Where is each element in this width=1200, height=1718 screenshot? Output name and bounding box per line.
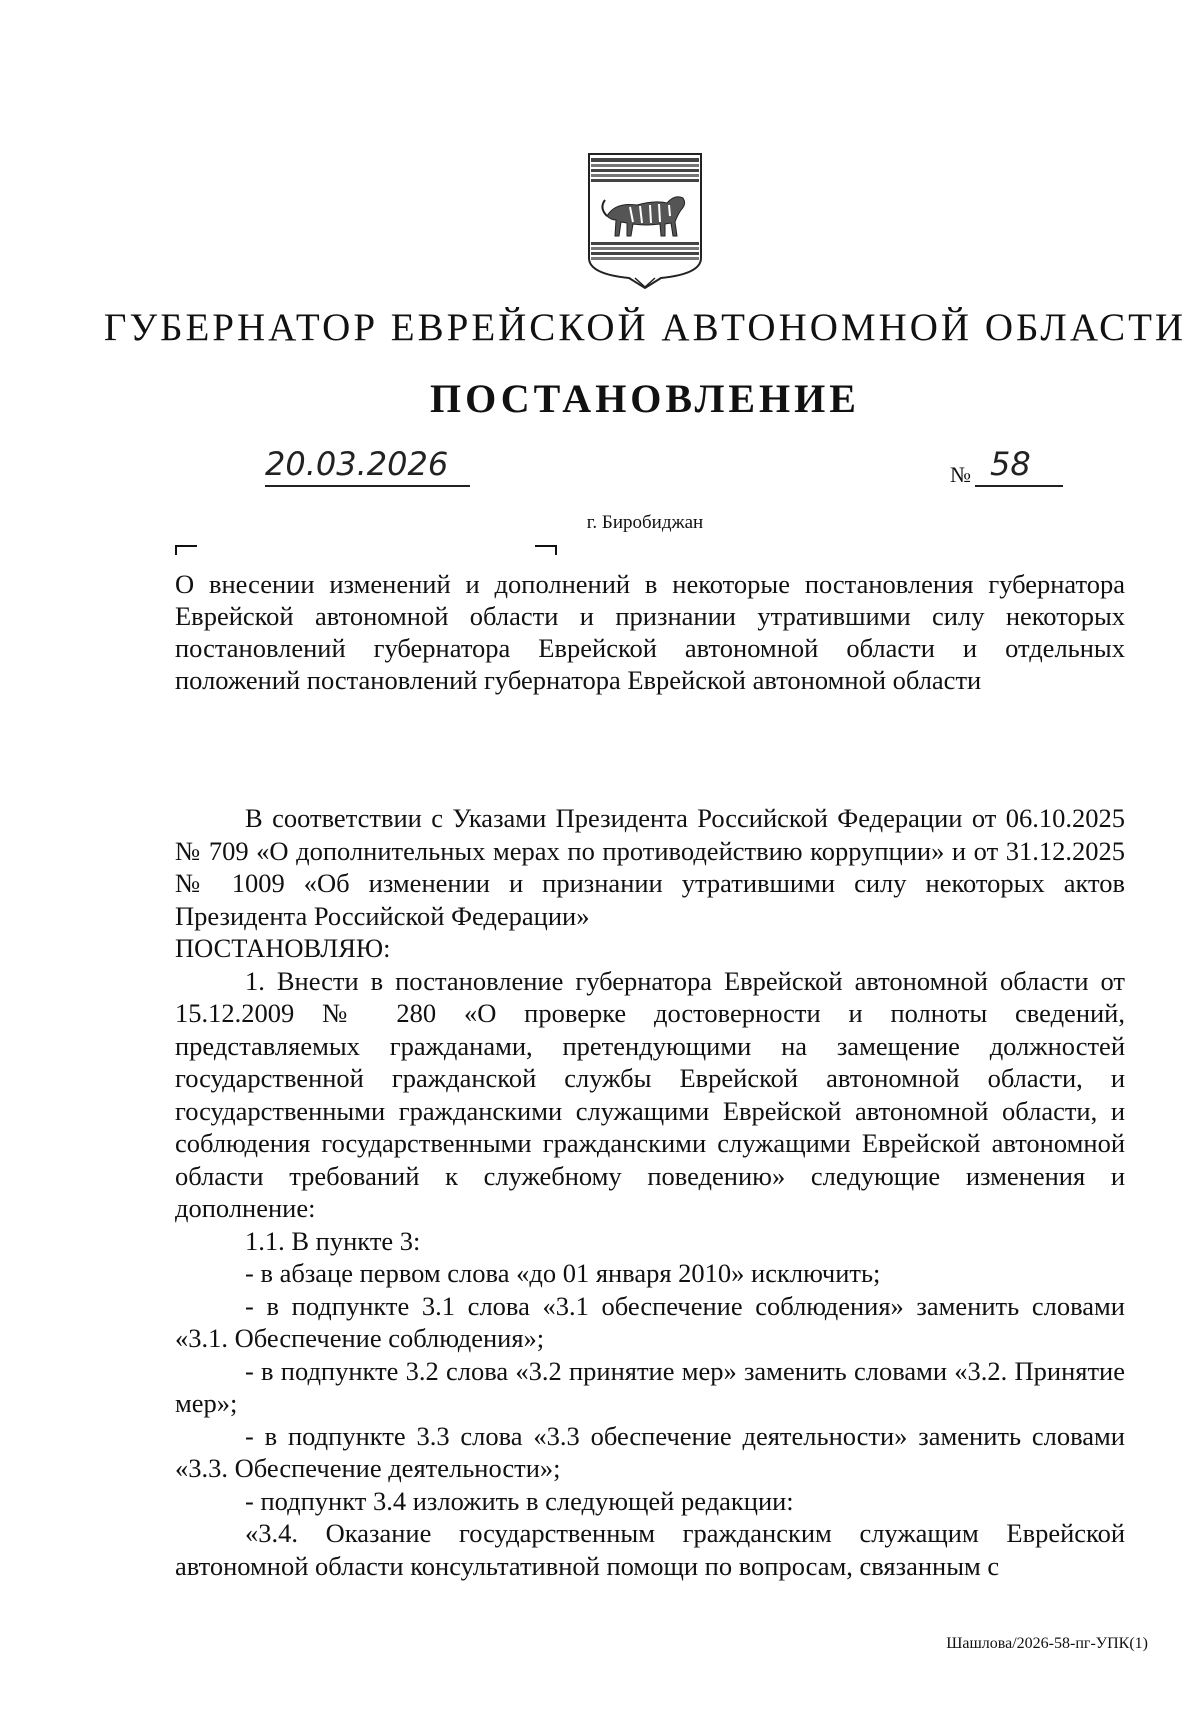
preamble-paragraph: В соответствии с Указами Президента Российской Федерации от 06.10.2025 № 709 «О дополнительных мерах по противодействию коррупции» и от 31.12.2025 № 1009 «Об изменении и признании утратившими силу некоторых актов Президента Российской Федерации» [175, 803, 1125, 931]
document-date-field [265, 445, 470, 487]
paragraph-1: 1. Внести в постановление губернатора Еврейской автономной области от 15.12.2009 № 280 «О проверке достоверности и полноты сведений, представляемых гражданами, претендующими на замещение должностей государственной гражданской службы Еврейской автономной области, и государственными гражданскими служащими Еврейской автономной области, и соблюдения государственными гражданскими служащими Еврейской автономной области требований к служебному поведению» следующие изменения и дополнение: [175, 965, 1125, 1223]
resolve-line: ПОСТАНОВЛЯЮ: [175, 933, 391, 963]
paragraph-1-1-f: «3.4. Оказание государственным гражданским служащим Еврейской автономной области консультативной помощи по вопросам, связанным с [175, 1518, 1125, 1581]
paragraph-1-1-d: - в подпункте 3.3 слова «3.3 обеспечение деятельности» заменить словами «3.3. Обеспечение деятельности»; [175, 1420, 1125, 1483]
document-date: 20.03.2026 [265, 445, 449, 483]
paragraph-1-1-a: - в абзаце первом слова «до 01 января 2010» исключить; [245, 1258, 881, 1288]
paragraph-1-1-b: - в подпункте 3.1 слова «3.1 обеспечение соблюдения» заменить словами «3.1. Обеспечение соблюдения»; [175, 1290, 1125, 1353]
coat-of-arms-icon [585, 150, 705, 290]
paragraph-1-1: 1.1. В пункте 3: [245, 1225, 421, 1256]
footer-registration-code: Шашлова/2026-58-пг-УПК(1) [946, 1635, 1148, 1652]
paragraph-1-1-e: - подпункт 3.4 изложить в следующей редакции: [245, 1485, 794, 1516]
document-body [175, 802, 1125, 1582]
paragraph-1-1-c: - в подпункте 3.2 слова «3.2 принятие мер» заменить словами «3.2. Принятие мер»; [175, 1355, 1125, 1418]
document-number: 58 [990, 445, 1031, 483]
issuing-authority-heading: ГУБЕРНАТОР ЕВРЕЙСКОЙ АВТОНОМНОЙ ОБЛАСТИ [103, 306, 1187, 349]
title-corner-right [535, 545, 557, 555]
title-corner-left [175, 545, 197, 555]
document-type-heading: ПОСТАНОВЛЕНИЕ [430, 376, 860, 421]
city-line: г. Биробиджан [586, 512, 704, 533]
number-sign: № [950, 462, 971, 487]
document-title: О внесении изменений и дополнений в некоторые постановления губернатора Еврейской автономной области и признании утратившими силу некоторых постановлений губернатора Еврейской автономной области и отдельных положений постановлений губернатора Еврейской автономной области [175, 569, 1125, 695]
document-number-field [975, 445, 1063, 487]
